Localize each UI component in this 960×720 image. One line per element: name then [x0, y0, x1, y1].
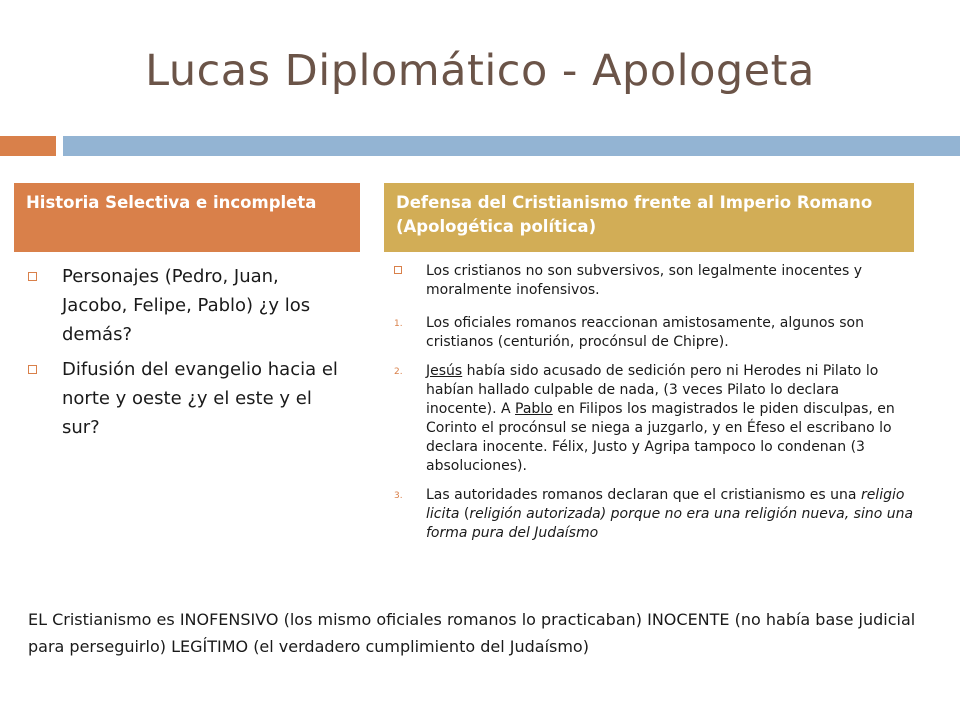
italic-term: religio licita [426, 487, 905, 522]
bullet-text: Los cristianos no son subversivos, son legalmente inocentes y moralmente inofensivos. [426, 263, 863, 298]
numbered-item [394, 486, 914, 543]
italic-phrase: religión autorizada) porque no era una religión nueva, sino una forma pura del Judaísmo [426, 506, 914, 541]
bullet-text: Personajes (Pedro, Juan, Jacobo, Felipe, Pablo) ¿y los demás? [62, 266, 311, 345]
name-jesus: Jesús [426, 363, 463, 379]
accent-bar-blue [63, 136, 960, 156]
square-bullet-icon [394, 266, 402, 274]
left-column-header: Historia Selectiva e incompleta [14, 183, 360, 252]
right-column-header: Defensa del Cristianismo frente al Imperio Romano (Apologética política) [384, 183, 914, 252]
numbered-item [394, 362, 914, 476]
item-text: ( [459, 506, 470, 522]
item-text: Las autoridades romanos declaran que el cristianismo es una [426, 487, 861, 503]
right-column [394, 262, 914, 553]
slide-title: Lucas Diplomático - Apologeta [145, 46, 815, 96]
item-text: Los oficiales romanos reaccionan amistosamente, algunos son cristianos (centurión, procónsul de Chipre). [426, 315, 864, 350]
item-text: en Filipos los magistrados le piden disculpas, en Corinto el procónsul se niega a juzgarlo, y en Éfeso el escribano lo declara inocente. Félix, Justo y Agripa tampoco lo condenan (3 absoluciones). [426, 401, 895, 474]
list-item [28, 262, 348, 349]
list-item [28, 355, 348, 442]
item-text: había sido acusado de sedición pero ni Herodes ni Pilato lo habían hallado culpable de nada, (3 veces Pilato lo declara inocente). A [426, 363, 879, 417]
square-bullet-icon [28, 272, 37, 281]
bullet-text: Difusión del evangelio hacia el norte y oeste ¿y el este y el sur? [62, 359, 338, 438]
square-bullet-icon [28, 365, 37, 374]
accent-bar-orange [0, 136, 56, 156]
item-number: 2. [394, 367, 403, 377]
summary-text: EL Cristianismo es INOFENSIVO (los mismo oficiales romanos lo practicaban) INOCENTE (no había base judicial para perseguirlo) LEGÍTIMO (el verdadero cumplimiento del Judaísmo) [28, 610, 916, 656]
name-pablo: Pablo [515, 401, 553, 417]
list-item [394, 262, 914, 300]
item-number: 1. [394, 319, 403, 329]
numbered-item [394, 314, 914, 352]
left-column [28, 262, 348, 448]
item-number: 3. [394, 491, 403, 501]
